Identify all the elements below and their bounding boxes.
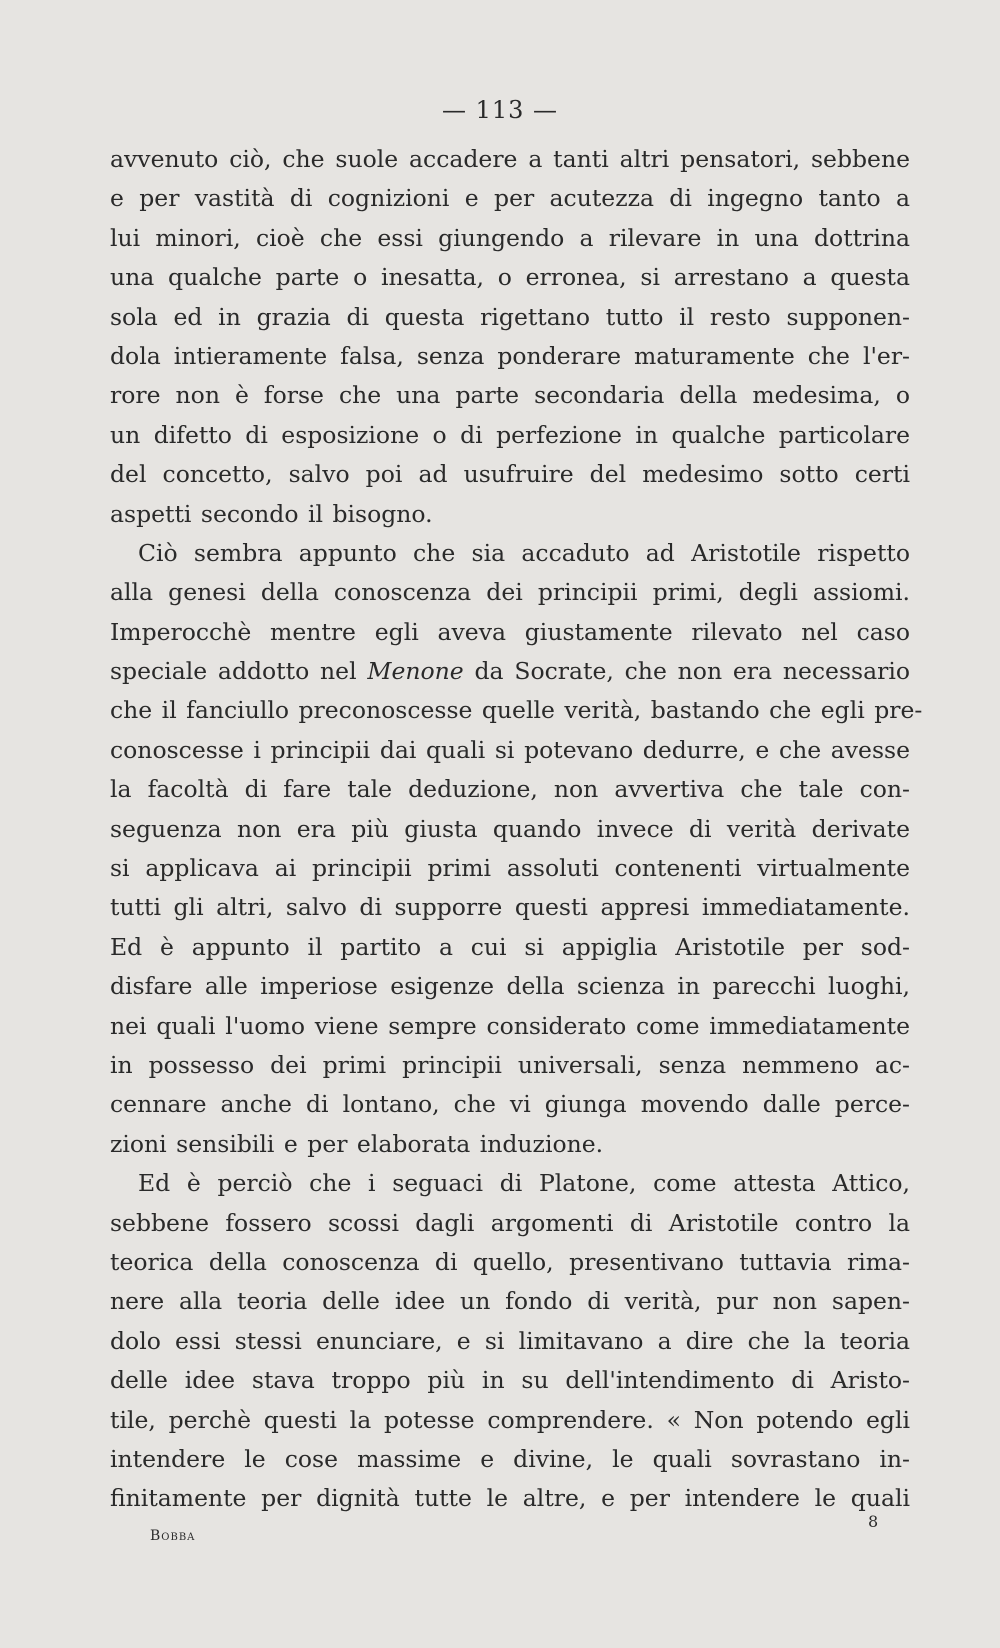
text-segment: speciale addotto nel xyxy=(110,657,368,686)
text-segment: da Socrate, che non era necessario xyxy=(463,657,910,686)
text-line: la facoltà di fare tale deduzione, non avvertiva che tale con- xyxy=(110,775,910,804)
body-text xyxy=(110,140,923,1519)
text-line: cennare anche di lontano, che vi giunga movendo dalle perce- xyxy=(110,1090,910,1119)
text-line: un difetto di esposizione o di perfezione in qualche particolare xyxy=(110,420,910,449)
text-line: dolo essi stessi enunciare, e si limitavano a dire che la teoria xyxy=(110,1326,910,1355)
text-line: zioni sensibili e per elaborata induzione. xyxy=(110,1129,604,1158)
text-line: si applicava ai principii primi assoluti contenenti virtualmente xyxy=(110,854,910,883)
page-number: — 113 — xyxy=(441,96,559,124)
text-line: lui minori, cioè che essi giungendo a rilevare in una dottrina xyxy=(110,223,910,252)
text-line: dola intieramente falsa, senza ponderare maturamente che l'er- xyxy=(110,341,910,370)
text-line: finitamente per dignità tutte le altre, e per intendere le quali xyxy=(110,1484,910,1513)
text-line: teorica della conoscenza di quello, presentivano tuttavia rima- xyxy=(110,1247,910,1276)
text-line: alla genesi della conoscenza dei principii primi, degli assiomi. xyxy=(110,578,910,607)
text-line: delle idee stava troppo più in su dell'intendimento di Aristo- xyxy=(110,1366,910,1395)
text-line: Ed è perciò che i seguaci di Platone, come attesta Attico, xyxy=(138,1169,910,1198)
text-line: sebbene fossero scossi dagli argomenti di Aristotile contro la xyxy=(110,1208,910,1237)
text-line: disfare alle imperiose esigenze della scienza in parecchi luoghi, xyxy=(110,972,910,1001)
text-line: e per vastità di cognizioni e per acutezza di ingegno tanto a xyxy=(110,184,910,213)
text-line: del concetto, salvo poi ad usufruire del medesimo sotto certi xyxy=(110,460,910,489)
text-line: conoscesse i principii dai quali si potevano dedurre, e che avesse xyxy=(110,735,910,764)
text-line: seguenza non era più giusta quando invece di verità derivate xyxy=(110,814,910,843)
italic-title: Menone xyxy=(367,657,464,686)
text-line: aspetti secondo il bisogno. xyxy=(110,499,433,528)
text-line: una qualche parte o inesatta, o erronea, si arrestano a questa xyxy=(110,263,910,292)
footer-author: Bobba xyxy=(150,1528,196,1544)
signature-mark: 8 xyxy=(868,1512,879,1531)
text-line: nere alla teoria delle idee un fondo di verità, pur non sapen- xyxy=(110,1287,910,1316)
text-line: rore non è forse che una parte secondaria della medesima, o xyxy=(110,381,910,410)
text-line: tutti gli altri, salvo di supporre questi appresi immediatamente. xyxy=(110,893,910,922)
text-line: intendere le cose massime e divine, le quali sovrastano in- xyxy=(110,1444,910,1473)
text-line: Imperocchè mentre egli aveva giustamente rilevato nel caso xyxy=(110,617,910,646)
text-line: Ciò sembra appunto che sia accaduto ad Aristotile rispetto xyxy=(138,538,910,567)
text-line: in possesso dei primi principii universali, senza nemmeno ac- xyxy=(110,1050,910,1079)
text-line: che il fanciullo preconoscesse quelle verità, bastando che egli pre- xyxy=(110,696,923,725)
text-line-with-italic xyxy=(110,652,910,691)
text-line: sola ed in grazia di questa rigettano tutto il resto supponen- xyxy=(110,302,910,331)
text-line: Ed è appunto il partito a cui si appiglia Aristotile per sod- xyxy=(110,932,910,961)
text-line: tile, perchè questi la potesse comprendere. « Non potendo egli xyxy=(110,1405,910,1434)
text-line: avvenuto ciò, che suole accadere a tanti altri pensatori, sebbene xyxy=(110,145,910,173)
text-line: nei quali l'uomo viene sempre considerato come immediatamente xyxy=(110,1011,910,1040)
